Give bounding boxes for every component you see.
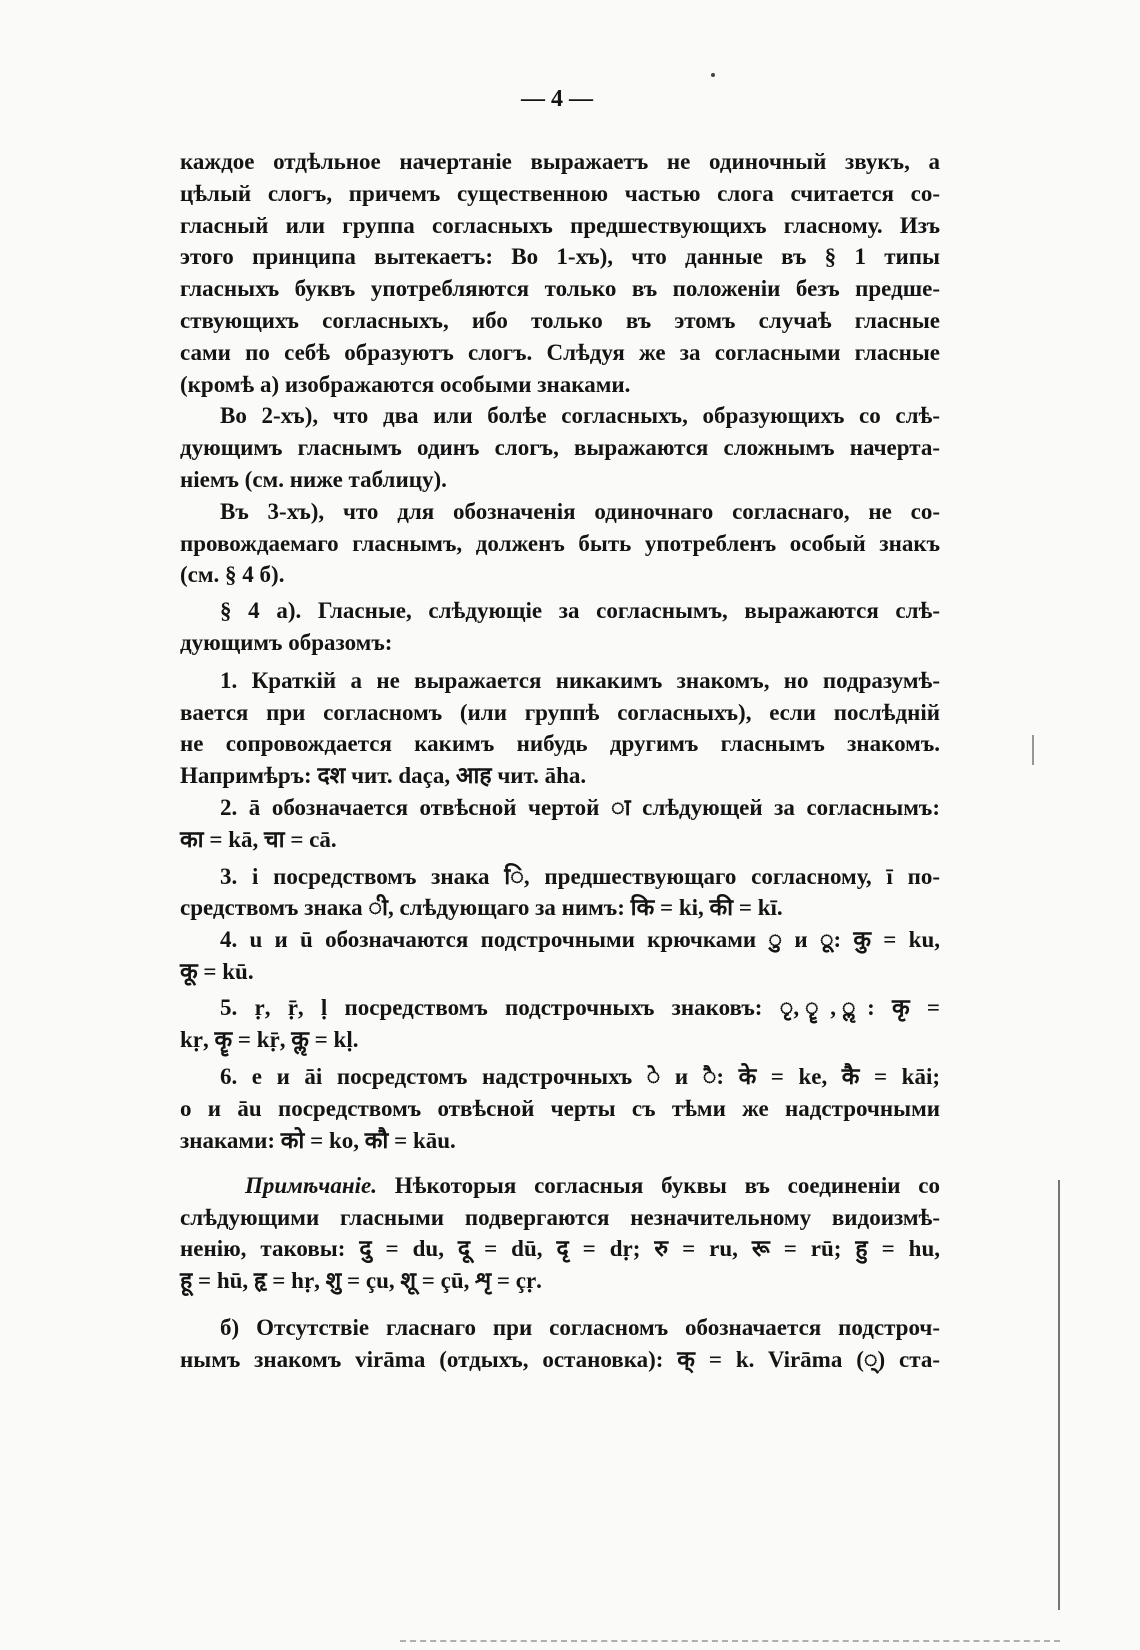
scan-mark — [1032, 735, 1034, 765]
paragraph-third — [180, 496, 940, 591]
text-line: гласный или группа согласныхъ предшествующихъ гласному. Изъ — [180, 212, 940, 238]
text-line: 5. ṛ, ṝ, ḷ посредствомъ подстрочныхъ знаковъ: ृ, ॄ, ॢ: कृ = — [220, 994, 940, 1020]
scan-bottom-edge-line — [400, 1640, 1060, 1642]
text-line: дующимъ гласнымъ одинъ слогъ, выражаются сложнымъ начерта- — [180, 435, 940, 461]
text-line: 4. u и ū обозначаются подстрочными крючками ु и ू: कु = ku, — [220, 927, 940, 953]
text-line: цѣлый слогъ, причемъ существенною частью слога считается со- — [180, 180, 940, 206]
note-paragraph — [180, 1170, 940, 1297]
text-line: каждое отдѣльное начертаніе выражаетъ не одиночный звукъ, а — [180, 149, 940, 174]
scan-page-edge-line — [1058, 1180, 1060, 1610]
text-line: нымъ знакомъ virāma (отдыхъ, остановка): क् = k. Virāma (्) ста- — [180, 1346, 940, 1372]
paragraph-second — [180, 400, 940, 495]
text-line: гласныхъ буквъ употребляются только въ положеніи безъ предше- — [180, 276, 940, 302]
text-line: kṛ, कॄ = kṝ, कॢ = kḷ. — [180, 1026, 359, 1052]
text-line: (см. § 4 б). — [180, 562, 285, 588]
text-line: 2. ā обозначается отвѣсной чертой ा слѣдующей за согласнымъ: — [220, 794, 940, 820]
text-line: средствомъ знака ी, слѣдующаго за нимъ: कि = ki, की = kī. — [180, 895, 783, 921]
paragraph-continuation — [180, 146, 940, 400]
text-line: कू = kū. — [180, 958, 254, 984]
text-line: Во 2-хъ), что два или болѣе согласныхъ, образующихъ со слѣ- — [220, 403, 940, 429]
text-line: का = kā, चा = cā. — [180, 826, 337, 852]
page-number: — 4 — — [521, 86, 593, 112]
text-line: слѣдующими гласными подвергаются незначительному видоизмѣ- — [180, 1204, 940, 1230]
page-body — [180, 146, 940, 1375]
list-item-2 — [180, 792, 940, 856]
text-line: сами по себѣ образуютъ слогъ. Слѣдуя же за согласными гласные — [180, 339, 940, 365]
text-line: ніемъ (см. ниже таблицу). — [180, 466, 447, 492]
note-text: Нѣкоторыя согласныя буквы въ соединеніи со — [394, 1172, 940, 1198]
text-line: 3. i посредствомъ знака ि, предшествующаго согласному, ī по- — [220, 863, 940, 889]
scan-speck — [711, 73, 715, 77]
text-line: Напримѣръ: दश чит. daça, आह чит. āha. — [180, 763, 587, 789]
text-line: б) Отсутствіе гласнаго при согласномъ обозначается подстроч- — [220, 1314, 940, 1340]
text-line: ствующихъ согласныхъ, ибо только въ этомъ случаѣ гласные — [180, 307, 940, 333]
text-line: вается при согласномъ (или группѣ согласныхъ), если послѣдній — [180, 699, 940, 725]
text-line: провождаемаго гласнымъ, долженъ быть употребленъ особый знакъ — [180, 530, 940, 556]
text-line: o и āu посредствомъ отвѣсной черты съ тѣми же надстрочными — [180, 1096, 940, 1122]
list-item-5 — [180, 992, 940, 1056]
text-line: (кромѣ а) изображаются особыми знаками. — [180, 371, 631, 397]
list-item-1 — [180, 665, 940, 792]
section-label: § 4 а). — [220, 598, 302, 624]
text-line: 1. Краткій а не выражается никакимъ знакомъ, но подразумѣ- — [220, 667, 940, 693]
list-item-4 — [180, 924, 940, 988]
section-text: Гласные, слѣдующіе за согласнымъ, выражаются слѣ- — [317, 598, 941, 624]
text-line: знаками: को = ko, कौ = kāu. — [180, 1127, 456, 1153]
text-line: 6. e и āi посредстомъ надстрочныхъ े и ै: के = ke, कै = kāi; — [220, 1064, 940, 1090]
section-4a — [180, 595, 940, 659]
text-line — [180, 595, 940, 627]
note-label: Примѣчаніе. — [245, 1172, 377, 1198]
text-line: Въ 3-хъ), что для обозначенія одиночнаго согласнаго, не со- — [220, 498, 940, 524]
text-line: हू = hū, हृ = hṛ, शु = çu, शू = çū, शृ = çṛ. — [180, 1268, 542, 1294]
text-line — [180, 1170, 940, 1202]
text-line: этого принципа вытекаетъ: Во 1-хъ), что данные въ § 1 типы — [180, 244, 940, 270]
text-line: не сопровождается какимъ нибудь другимъ гласнымъ знакомъ. — [180, 731, 940, 757]
list-item-6 — [180, 1061, 940, 1156]
text-line: ненію, таковы: दु = du, दू = dū, दृ = dṛ; रु = ru, रू = rū; हु = hu, — [180, 1236, 940, 1262]
list-item-3 — [180, 861, 940, 925]
text-line: дующимъ образомъ: — [180, 629, 393, 655]
section-4b — [180, 1312, 940, 1376]
